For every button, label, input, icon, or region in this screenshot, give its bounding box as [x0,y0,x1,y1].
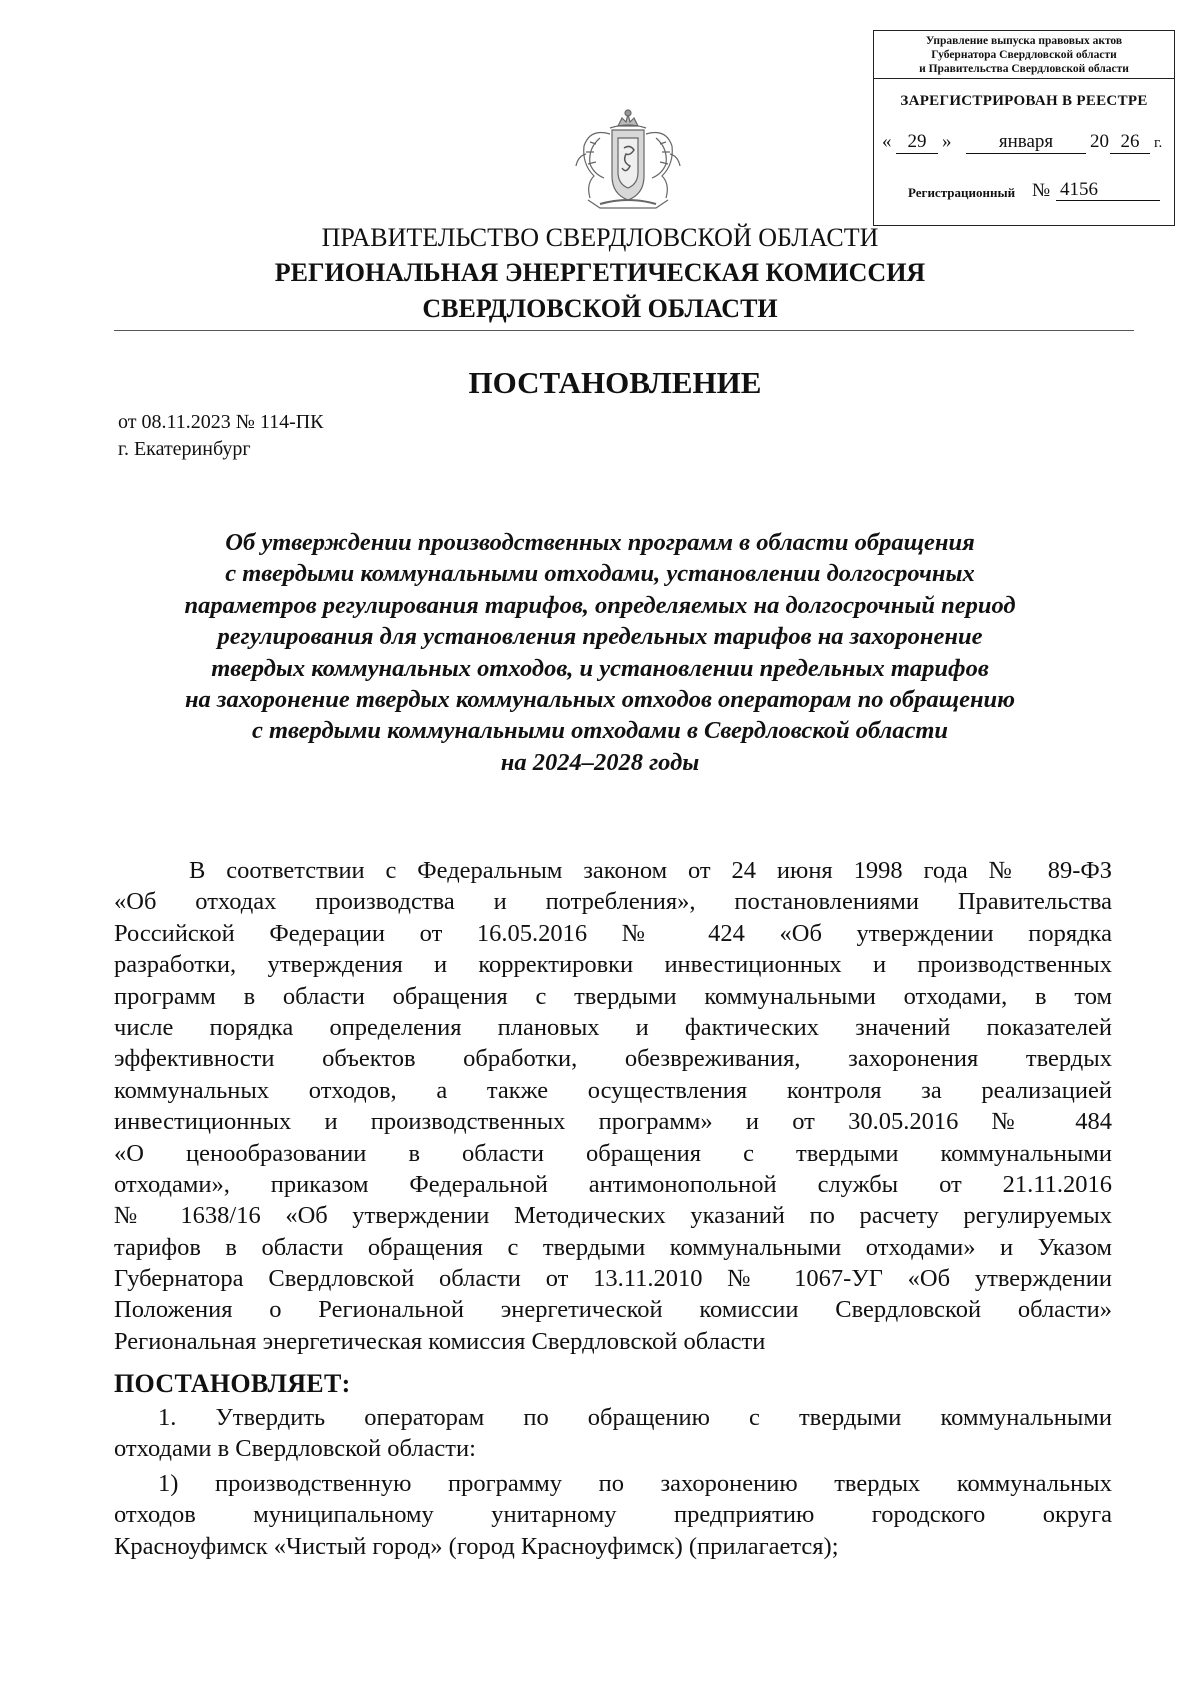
item-1-paragraph [114,1402,1112,1465]
preamble-line: тарифов в области обращения с твердыми коммунальными отходами» и Указом [114,1233,1112,1261]
subject-line: с твердыми коммунальными отходами, установлении долгосрочных [225,560,975,588]
stamp-reg-label: Регистрационный [908,185,1016,200]
stamp-org-line: Управление выпуска правовых актов [925,35,1123,47]
preamble-line: разработки, утверждения и корректировки инвестиционных и производственных [114,951,1112,979]
stamp-year-prefix: 20 [1090,131,1109,152]
stamp-year-suffix: 26 [1110,131,1150,154]
decision-word: ПОСТАНОВЛЯЕТ: [114,1369,351,1398]
subject-line: с твердыми коммунальными отходами в Свердловской области [251,717,949,745]
stamp-open-quote: « [882,131,892,152]
document-type: ПОСТАНОВЛЕНИЕ [468,365,762,400]
stamp-organization [874,31,1174,79]
stamp-title: ЗАРЕГИСТРИРОВАН В РЕЕСТРЕ [900,93,1148,109]
stamp-date [882,131,1172,155]
preamble-line: Губернатора Свердловской области от 13.11.2010 № 1067-УГ «Об утверждении [114,1265,1112,1293]
stamp-reg-number: 4156 [1056,179,1160,201]
preamble-line: программ в области обращения с твердыми коммунальными отходами, в том [114,982,1112,1010]
item-1-1-paragraph [114,1468,1112,1562]
preamble-line: В соответствии с Федеральным законом от 24 июня 1998 года № 89-ФЗ [189,857,1112,884]
item-1-1-line: отходов муниципальному унитарному предприятию городского округа [114,1501,1112,1529]
preamble-line: Российской Федерации от 16.05.2016 № 424 «Об утверждении порядка [114,919,1112,947]
stamp-org-line: Губернатора Свердловской области [931,49,1117,61]
preamble-line: «Об отходах производства и потребления», постановлениями Правительства [114,888,1112,916]
item-1-1-line: Красноуфимск «Чистый город» (город Красноуфимск) (прилагается); [114,1532,839,1560]
stamp-month: января [966,131,1086,154]
document-city: г. Екатеринбург [118,438,251,460]
subject-line: параметров регулирования тарифов, определяемых на долгосрочный период [184,591,1016,619]
preamble-line: Положения о Региональной энергетической комиссии Свердловской области» [114,1296,1112,1324]
commission-name-line: РЕГИОНАЛЬНАЯ ЭНЕРГЕТИЧЕСКАЯ КОМИССИЯ [274,258,926,287]
preamble-line: «О ценообразовании в области обращения с твердыми коммунальными [114,1139,1112,1167]
document-date-number: от 08.11.2023 № 114-ПК [118,411,324,433]
registration-stamp [873,30,1175,226]
preamble-line: коммунальных отходов, а также осуществления контроля за реализацией [114,1076,1112,1104]
preamble-line: Региональная энергетическая комиссия Свердловской области [114,1327,766,1355]
subject-line: Об утверждении производственных программ в области обращения [225,529,975,556]
preamble-line: эффективности объектов обработки, обезвреживания, захоронения твердых [114,1045,1112,1073]
stamp-reg-no-sign: № [1032,180,1051,201]
subject-line: на захоронение твердых коммунальных отходов операторам по обращению [184,686,1016,714]
preamble-line: инвестиционных и производственных программ» и от 30.05.2016 № 484 [114,1108,1112,1136]
stamp-year-unit: г. [1154,135,1163,151]
government-name: ПРАВИТЕЛЬСТВО СВЕРДЛОВСКОЙ ОБЛАСТИ [321,223,879,252]
item-1-1-line: 1) производственную программу по захоронению твердых коммунальных [158,1470,1112,1497]
preamble-line: отходами», приказом Федеральной антимонопольной службы от 21.11.2016 [114,1170,1112,1198]
commission-name-line: СВЕРДЛОВСКОЙ ОБЛАСТИ [422,294,778,323]
document-subject [100,527,1100,778]
stamp-registration [908,179,1168,205]
stamp-close-quote: » [942,131,952,152]
subject-line: на 2024–2028 годы [500,748,700,776]
preamble-line: № 1638/16 «Об утверждении Методических указаний по расчету регулируемых [114,1202,1112,1230]
item-1-line: отходами в Свердловской области: [114,1435,476,1463]
item-1-line: 1. Утвердить операторам по обращению с твердыми коммунальными [158,1404,1112,1431]
preamble-paragraph [114,855,1112,1357]
subject-line: твердых коммунальных отходов, и установлении предельных тарифов [211,654,989,682]
preamble-line: числе порядка определения плановых и фактических значений показателей [114,1013,1112,1041]
header-divider [114,330,1134,331]
stamp-day: 29 [896,131,938,154]
subject-line: регулирования для установления предельных тарифов на захоронение [217,623,983,651]
sverdlovsk-coat-of-arms-icon [560,104,696,212]
stamp-org-line: и Правительства Свердловской области [919,63,1129,75]
